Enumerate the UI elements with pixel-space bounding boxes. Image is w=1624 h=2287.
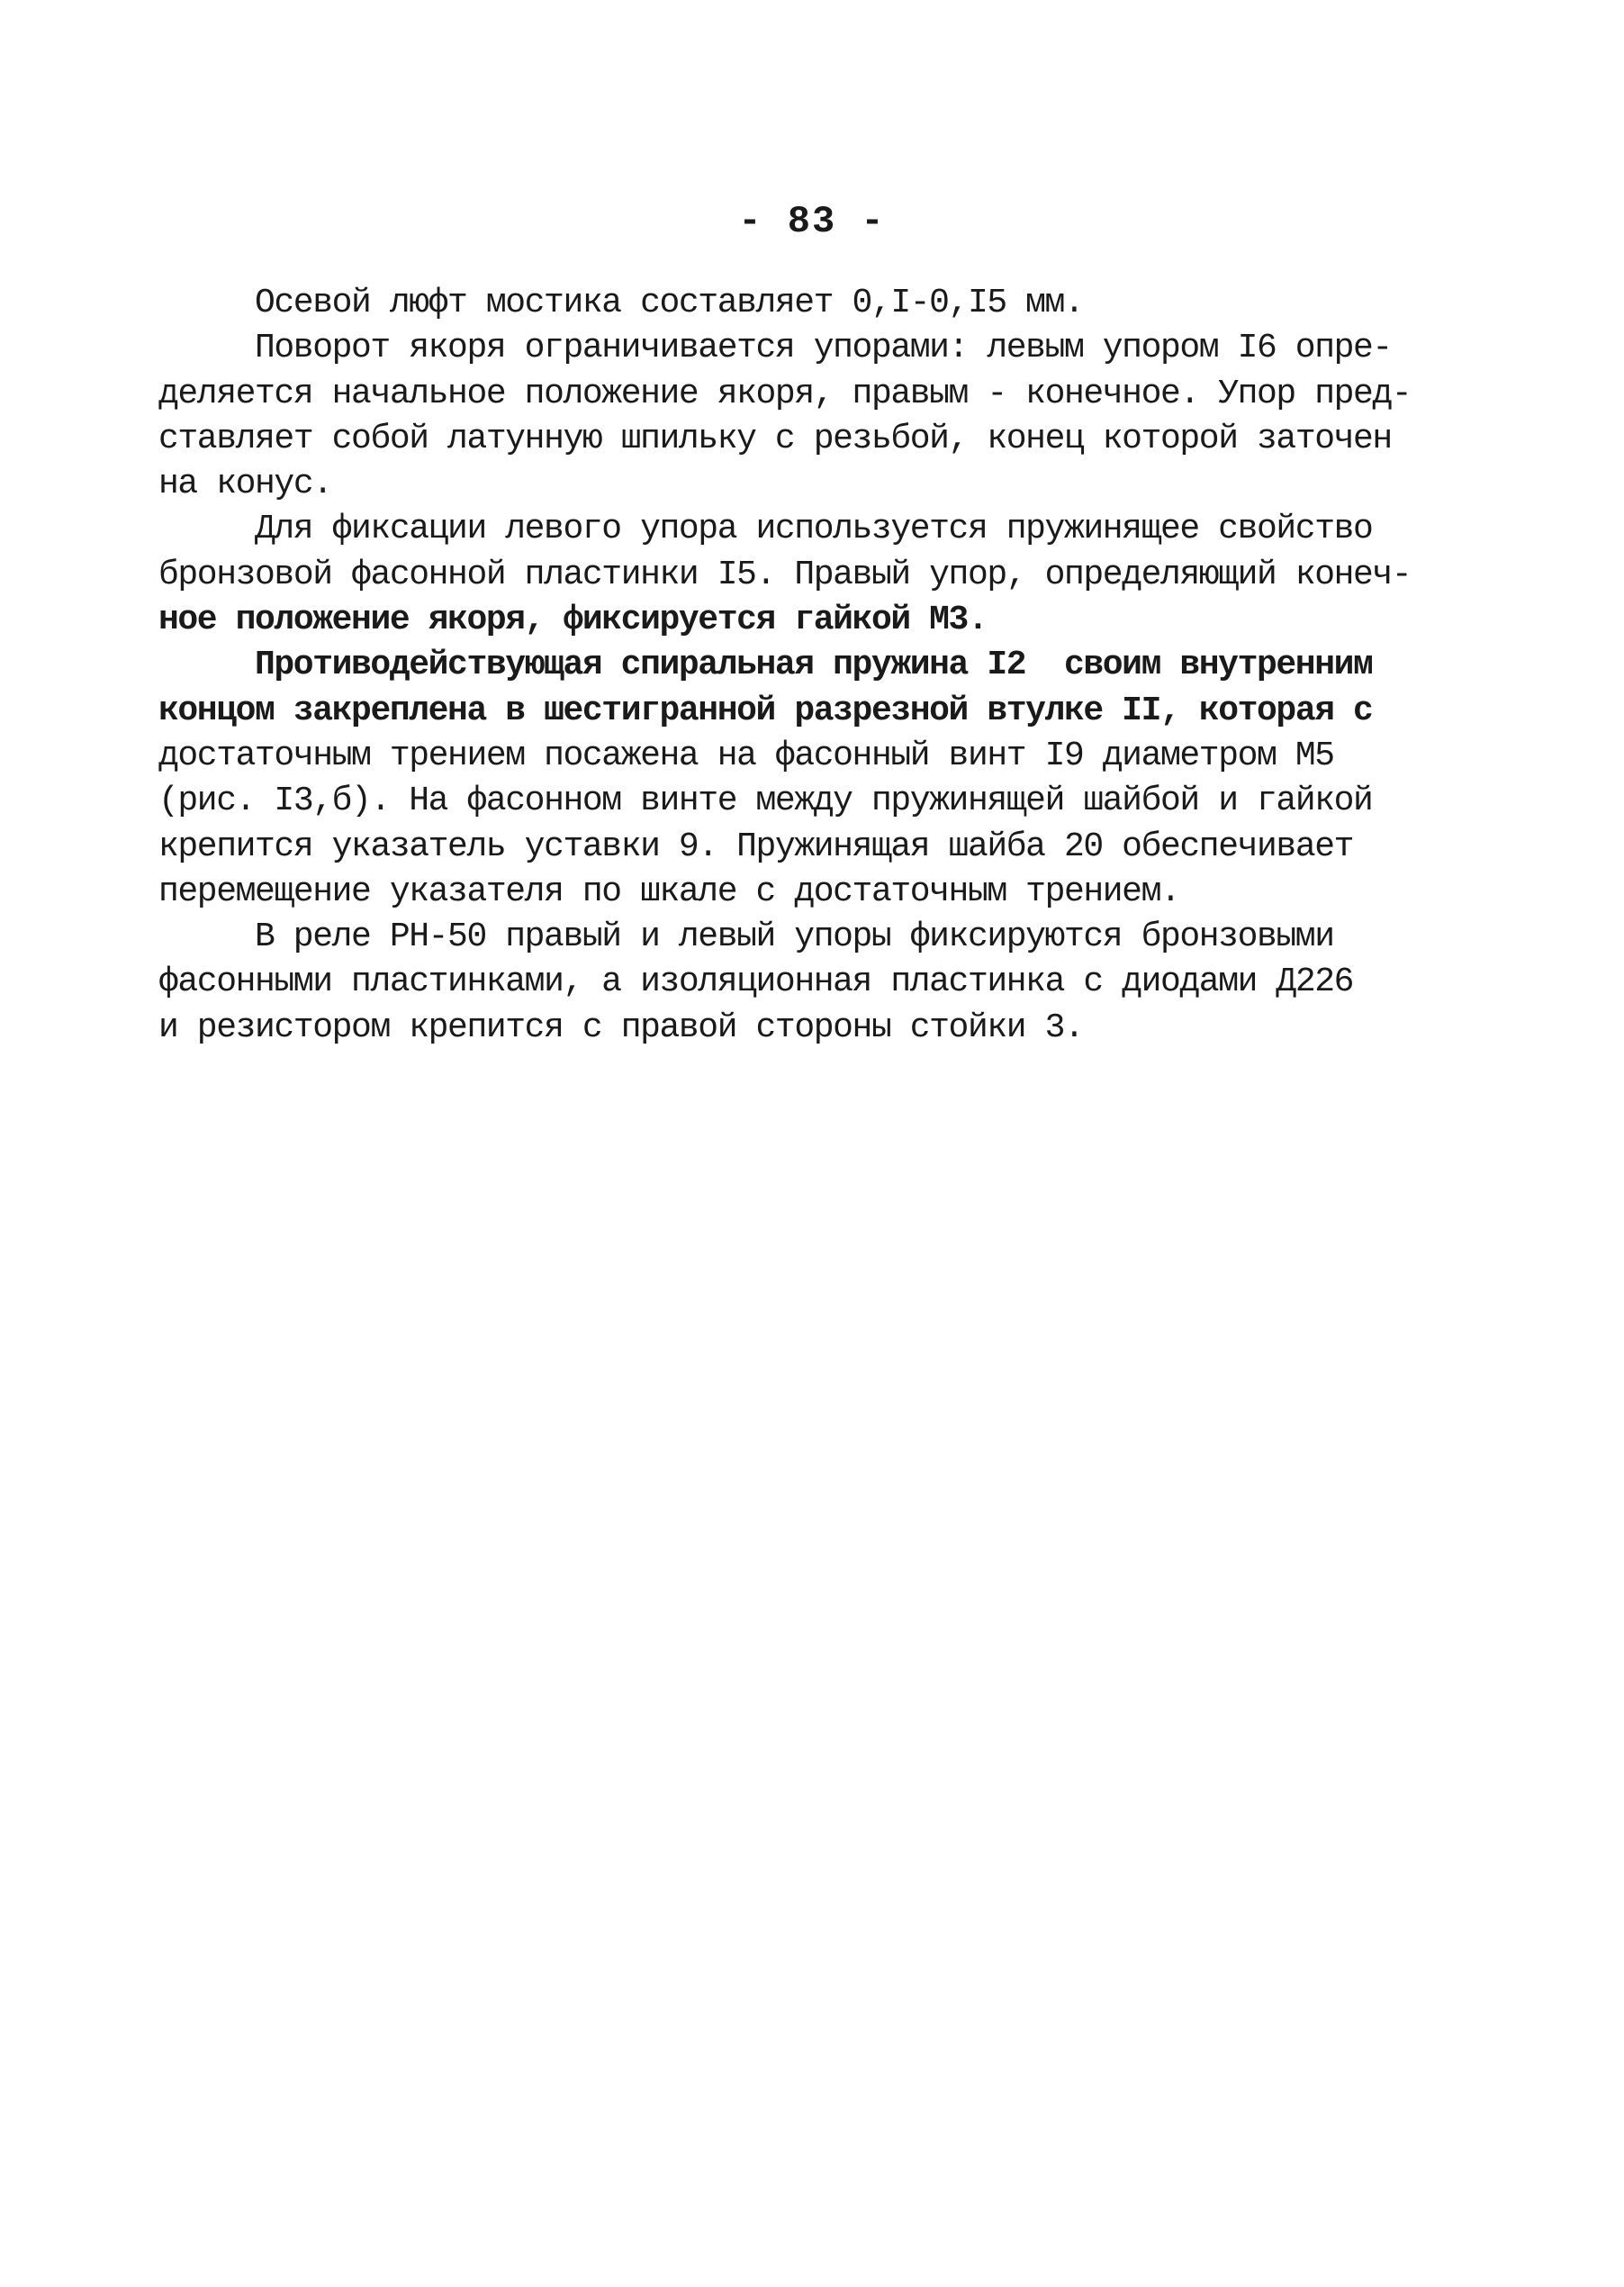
text-line: Противодействующая спиральная пружина I2 своим внутренним bbox=[255, 646, 1373, 685]
text-line: В реле РН-50 правый и левый упоры фиксируются бронзовыми bbox=[255, 918, 1334, 957]
text-line: и резистором крепится с правой стороны стойки 3. bbox=[158, 1008, 1084, 1047]
text-line: перемещение указателя по шкале с достаточным трением. bbox=[158, 872, 1180, 911]
text-line: на конус. bbox=[158, 465, 332, 504]
text-line: Поворот якоря ограничивается упорами: левым упором I6 опре- bbox=[255, 329, 1392, 368]
text-line: деляется начальное положение якоря, правым - конечное. Упор пред- bbox=[158, 374, 1412, 413]
text-line: Для фиксации левого упора используется пружинящее свойство bbox=[255, 510, 1373, 549]
text-line: ное положение якоря, фиксируется гайкой М3. bbox=[158, 601, 988, 640]
text-line: ставляет собой латунную шпильку с резьбой, конец которой заточен bbox=[158, 419, 1392, 458]
text-line: достаточным трением посажена на фасонный винт I9 диаметром М5 bbox=[158, 736, 1334, 775]
text-line: концом закреплена в шестигранной разрезной втулке II, которая с bbox=[158, 691, 1373, 730]
text-line: крепится указатель уставки 9. Пружинящая шайба 20 обеспечивает bbox=[158, 827, 1354, 866]
page-number: - 83 - bbox=[738, 200, 886, 243]
text-line: (рис. I3,б). На фасонном винте между пружинящей шайбой и гайкой bbox=[158, 782, 1373, 821]
text-line: бронзовой фасонной пластинки I5. Правый упор, определяющий конеч- bbox=[158, 555, 1412, 594]
text-line: фасонными пластинками, а изоляционная пластинка с диодами Д226 bbox=[158, 963, 1354, 1002]
body-text bbox=[158, 281, 1419, 1051]
text-line: Осевой люфт мостика составляет 0,I-0,I5 мм. bbox=[255, 284, 1084, 322]
